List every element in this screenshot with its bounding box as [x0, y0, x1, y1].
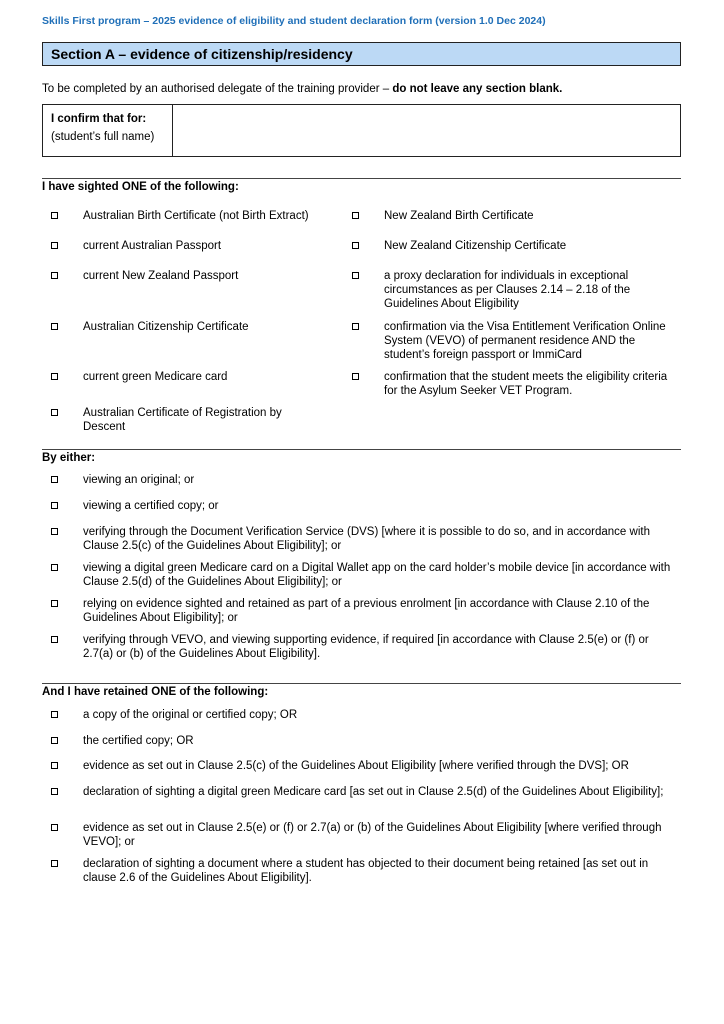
checkbox[interactable] — [352, 373, 359, 380]
student-name-field[interactable] — [173, 105, 680, 156]
option-label: current New Zealand Passport — [83, 270, 239, 282]
checkbox[interactable] — [51, 824, 58, 831]
intro-text — [42, 83, 562, 95]
option-label: verifying through VEVO, and viewing supporting evidence, if required [in accordance with Clause 2.5(e) or (f) or 2.7(a) or (b) of the Guidelines About Eligibility]. — [83, 634, 649, 660]
retained-heading: And I have retained ONE of the following: — [42, 686, 269, 698]
intro-body: To be completed by an authorised delegate of the training provider – — [42, 83, 393, 95]
checkbox[interactable] — [352, 272, 359, 279]
option-label: New Zealand Citizenship Certificate — [384, 240, 567, 252]
section-title: Section A – evidence of citizenship/residency — [42, 42, 681, 66]
checkbox[interactable] — [51, 476, 58, 483]
checkbox[interactable] — [51, 737, 58, 744]
option-label: viewing a certified copy; or — [83, 500, 219, 512]
checkbox[interactable] — [51, 272, 58, 279]
option-label: current green Medicare card — [83, 371, 228, 383]
either-heading: By either: — [42, 452, 96, 464]
checkbox[interactable] — [51, 373, 58, 380]
option-label: a copy of the original or certified copy; OR — [83, 709, 298, 721]
checkbox[interactable] — [51, 242, 58, 249]
sighted-heading: I have sighted ONE of the following: — [42, 181, 239, 193]
option-label: New Zealand Birth Certificate — [384, 210, 534, 222]
confirm-sublabel: (student’s full name) — [51, 131, 155, 143]
checkbox[interactable] — [51, 528, 58, 535]
option-label: evidence as set out in Clause 2.5(c) of the Guidelines About Eligibility [where verified through the DVS]; OR — [83, 760, 629, 772]
option-label: verifying through the Document Verification Service (DVS) [where it is possible to do so, and in accordance with Clause 2.5(c) of the Guidelines About Eligibility]; or — [83, 526, 650, 552]
checkbox[interactable] — [51, 600, 58, 607]
checkbox[interactable] — [51, 711, 58, 718]
checkbox[interactable] — [352, 323, 359, 330]
option-label: relying on evidence sighted and retained as part of a previous enrolment [in accordance with Clause 2.10 of the Guidelines About Eligibility]; or — [83, 598, 650, 624]
option-label: the certified copy; OR — [83, 735, 194, 747]
option-label: evidence as set out in Clause 2.5(e) or (f) or 2.7(a) or (b) of the Guidelines About Eligibility [where verified through VEVO]; or — [83, 822, 662, 848]
divider — [42, 683, 681, 684]
checkbox[interactable] — [51, 636, 58, 643]
option-label: viewing a digital green Medicare card on a Digital Wallet app on the card holder’s mobile device [in accordance with Clause 2.5(d) of the Guidelines About Eligibility]; or — [83, 562, 671, 588]
confirm-label-cell — [43, 105, 173, 156]
option-label: confirmation via the Visa Entitlement Verification Online System (VEVO) of permanent residence AND the student’s foreign passport or ImmiCard — [384, 321, 666, 361]
option-label: Australian Certificate of Registration by Descent — [83, 407, 282, 433]
option-label: a proxy declaration for individuals in exceptional circumstances as per Clauses 2.14 – 2.18 of the Guidelines About Eligibility — [384, 270, 631, 310]
option-label: declaration of sighting a document where a student has objected to their document being retained [as set out in clause 2.6 of the Guidelines About Eligibility]. — [83, 858, 649, 884]
option-label: viewing an original; or — [83, 474, 195, 486]
checkbox[interactable] — [352, 212, 359, 219]
option-label: Australian Birth Certificate (not Birth Extract) — [83, 210, 309, 222]
intro-emphasis: do not leave any section blank. — [392, 83, 563, 95]
checkbox[interactable] — [352, 242, 359, 249]
option-label: Australian Citizenship Certificate — [83, 321, 249, 333]
option-label: confirmation that the student meets the eligibility criteria for the Asylum Seeker VET Program. — [384, 371, 668, 397]
divider — [42, 449, 681, 450]
running-header: Skills First program – 2025 evidence of eligibility and student declaration form (version 1.0 Dec 2024) — [42, 15, 546, 27]
checkbox[interactable] — [51, 860, 58, 867]
checkbox[interactable] — [51, 788, 58, 795]
checkbox[interactable] — [51, 409, 58, 416]
option-label: current Australian Passport — [83, 240, 222, 252]
checkbox[interactable] — [51, 502, 58, 509]
option-label: declaration of sighting a digital green Medicare card [as set out in Clause 2.5(d) of the Guidelines About Eligibility]; — [83, 786, 664, 798]
checkbox[interactable] — [51, 212, 58, 219]
checkbox[interactable] — [51, 323, 58, 330]
checkbox[interactable] — [51, 564, 58, 571]
divider — [42, 178, 681, 179]
checkbox[interactable] — [51, 762, 58, 769]
confirm-label: I confirm that for: — [51, 113, 147, 125]
confirm-table — [42, 104, 681, 157]
